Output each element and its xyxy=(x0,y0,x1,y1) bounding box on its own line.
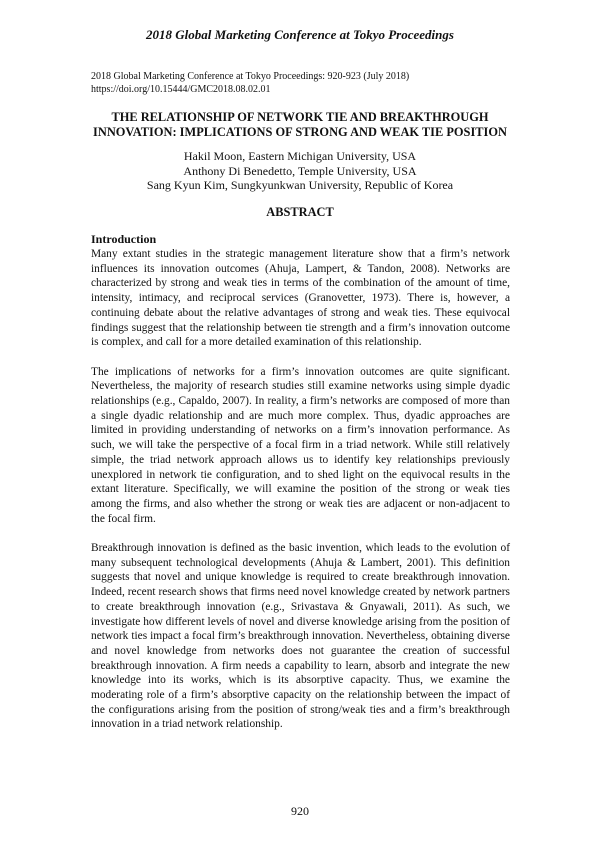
running-header: 2018 Global Marketing Conference at Tokyo Proceedings xyxy=(146,27,454,42)
abstract-heading: ABSTRACT xyxy=(266,205,334,219)
paper-title xyxy=(60,110,540,139)
citation-block xyxy=(91,71,409,96)
author-line: Anthony Di Benedetto, Temple University, USA xyxy=(183,163,417,178)
author-line: Sang Kyun Kim, Sungkyunkwan University, Republic of Korea xyxy=(146,178,454,193)
page-number: 920 xyxy=(291,804,309,818)
paragraph: The implications of networks for a firm’s innovation outcomes are quite significant. Nevertheless, the majority of research studies still examine networks using simple dyadic relationships (e.g., Capaldo, 2007). In reality, a firm’s networks are composed of more than a single dyadic relationship and are much more complex. Thus, dyadic approaches are limited in providing understanding of networks on a firm’s innovation performance. As such, we will take the perspective of a focal firm in a triad network. While still relatively simple, the triad network approach allows us to identify key relationships previously unexplored in network tie configuration, and to shed light on the equivocal results in the extant literature. Specifically, we will examine the position of the strong or weak ties among the firms, and also whether the strong or weak ties are adjacent or non-adjacent to the focal firm. xyxy=(91,365,510,525)
author-list xyxy=(60,149,540,193)
section-heading: Introduction xyxy=(91,232,157,246)
citation-line: 2018 Global Marketing Conference at Tokyo Proceedings: 920-923 (July 2018) xyxy=(91,71,410,82)
body-text xyxy=(91,232,510,747)
author-line: Hakil Moon, Eastern Michigan University, USA xyxy=(183,149,417,163)
paragraph: Many extant studies in the strategic management literature show that a firm’s network influences its innovation outcomes (Ahuja, Lampert, & Tandon, 2008). Networks are characterized by strong and weak ties in terms of the combination of the amount of time, intensity, intimacy, and reciprocal services (Granovetter, 1973). There is, however, a continuing debate about the relative advantages of strong and weak ties. These equivocal findings suggest that the relationship between tie strength and a firm’s innovation outcome is complex, and call for a more detailed examination of this relationship. xyxy=(91,248,510,349)
doi-link[interactable]: https://doi.org/10.15444/GMC2018.08.02.01 xyxy=(91,83,271,95)
paragraph: Breakthrough innovation is defined as the basic invention, which leads to the evolution of many subsequent technological developments (Ahuja & Lambert, 2001). This definition suggests that novel and unique knowledge is required to create breakthrough innovation. Indeed, recent research shows that firms need novel knowledge created by network partners to create breakthrough innovation (e.g., Srivastava & Gnyawali, 2011). As such, we investigate how different levels of novel and diverse knowledge arising from the position of network ties impact a focal firm’s breakthrough innovation. Nevertheless, obtaining diverse and novel knowledge from networks does not guarantee the creation of successful breakthrough innovation. A firm needs a capability to learn, absorb and integrate the new knowledge into its works, which is its absorptive capacity. Thus, we examine the moderating role of a firm’s absorptive capacity on the relationship between the impact of the configurations arising from the position of strong/weak ties and a firm’s breakthrough innovation in a triad network relationship. xyxy=(91,542,510,731)
paper-title-line-1: THE RELATIONSHIP OF NETWORK TIE AND BREAKTHROUGH xyxy=(111,110,489,124)
paper-title-line-2: INNOVATION: IMPLICATIONS OF STRONG AND WEAK TIE POSITION xyxy=(93,124,507,139)
